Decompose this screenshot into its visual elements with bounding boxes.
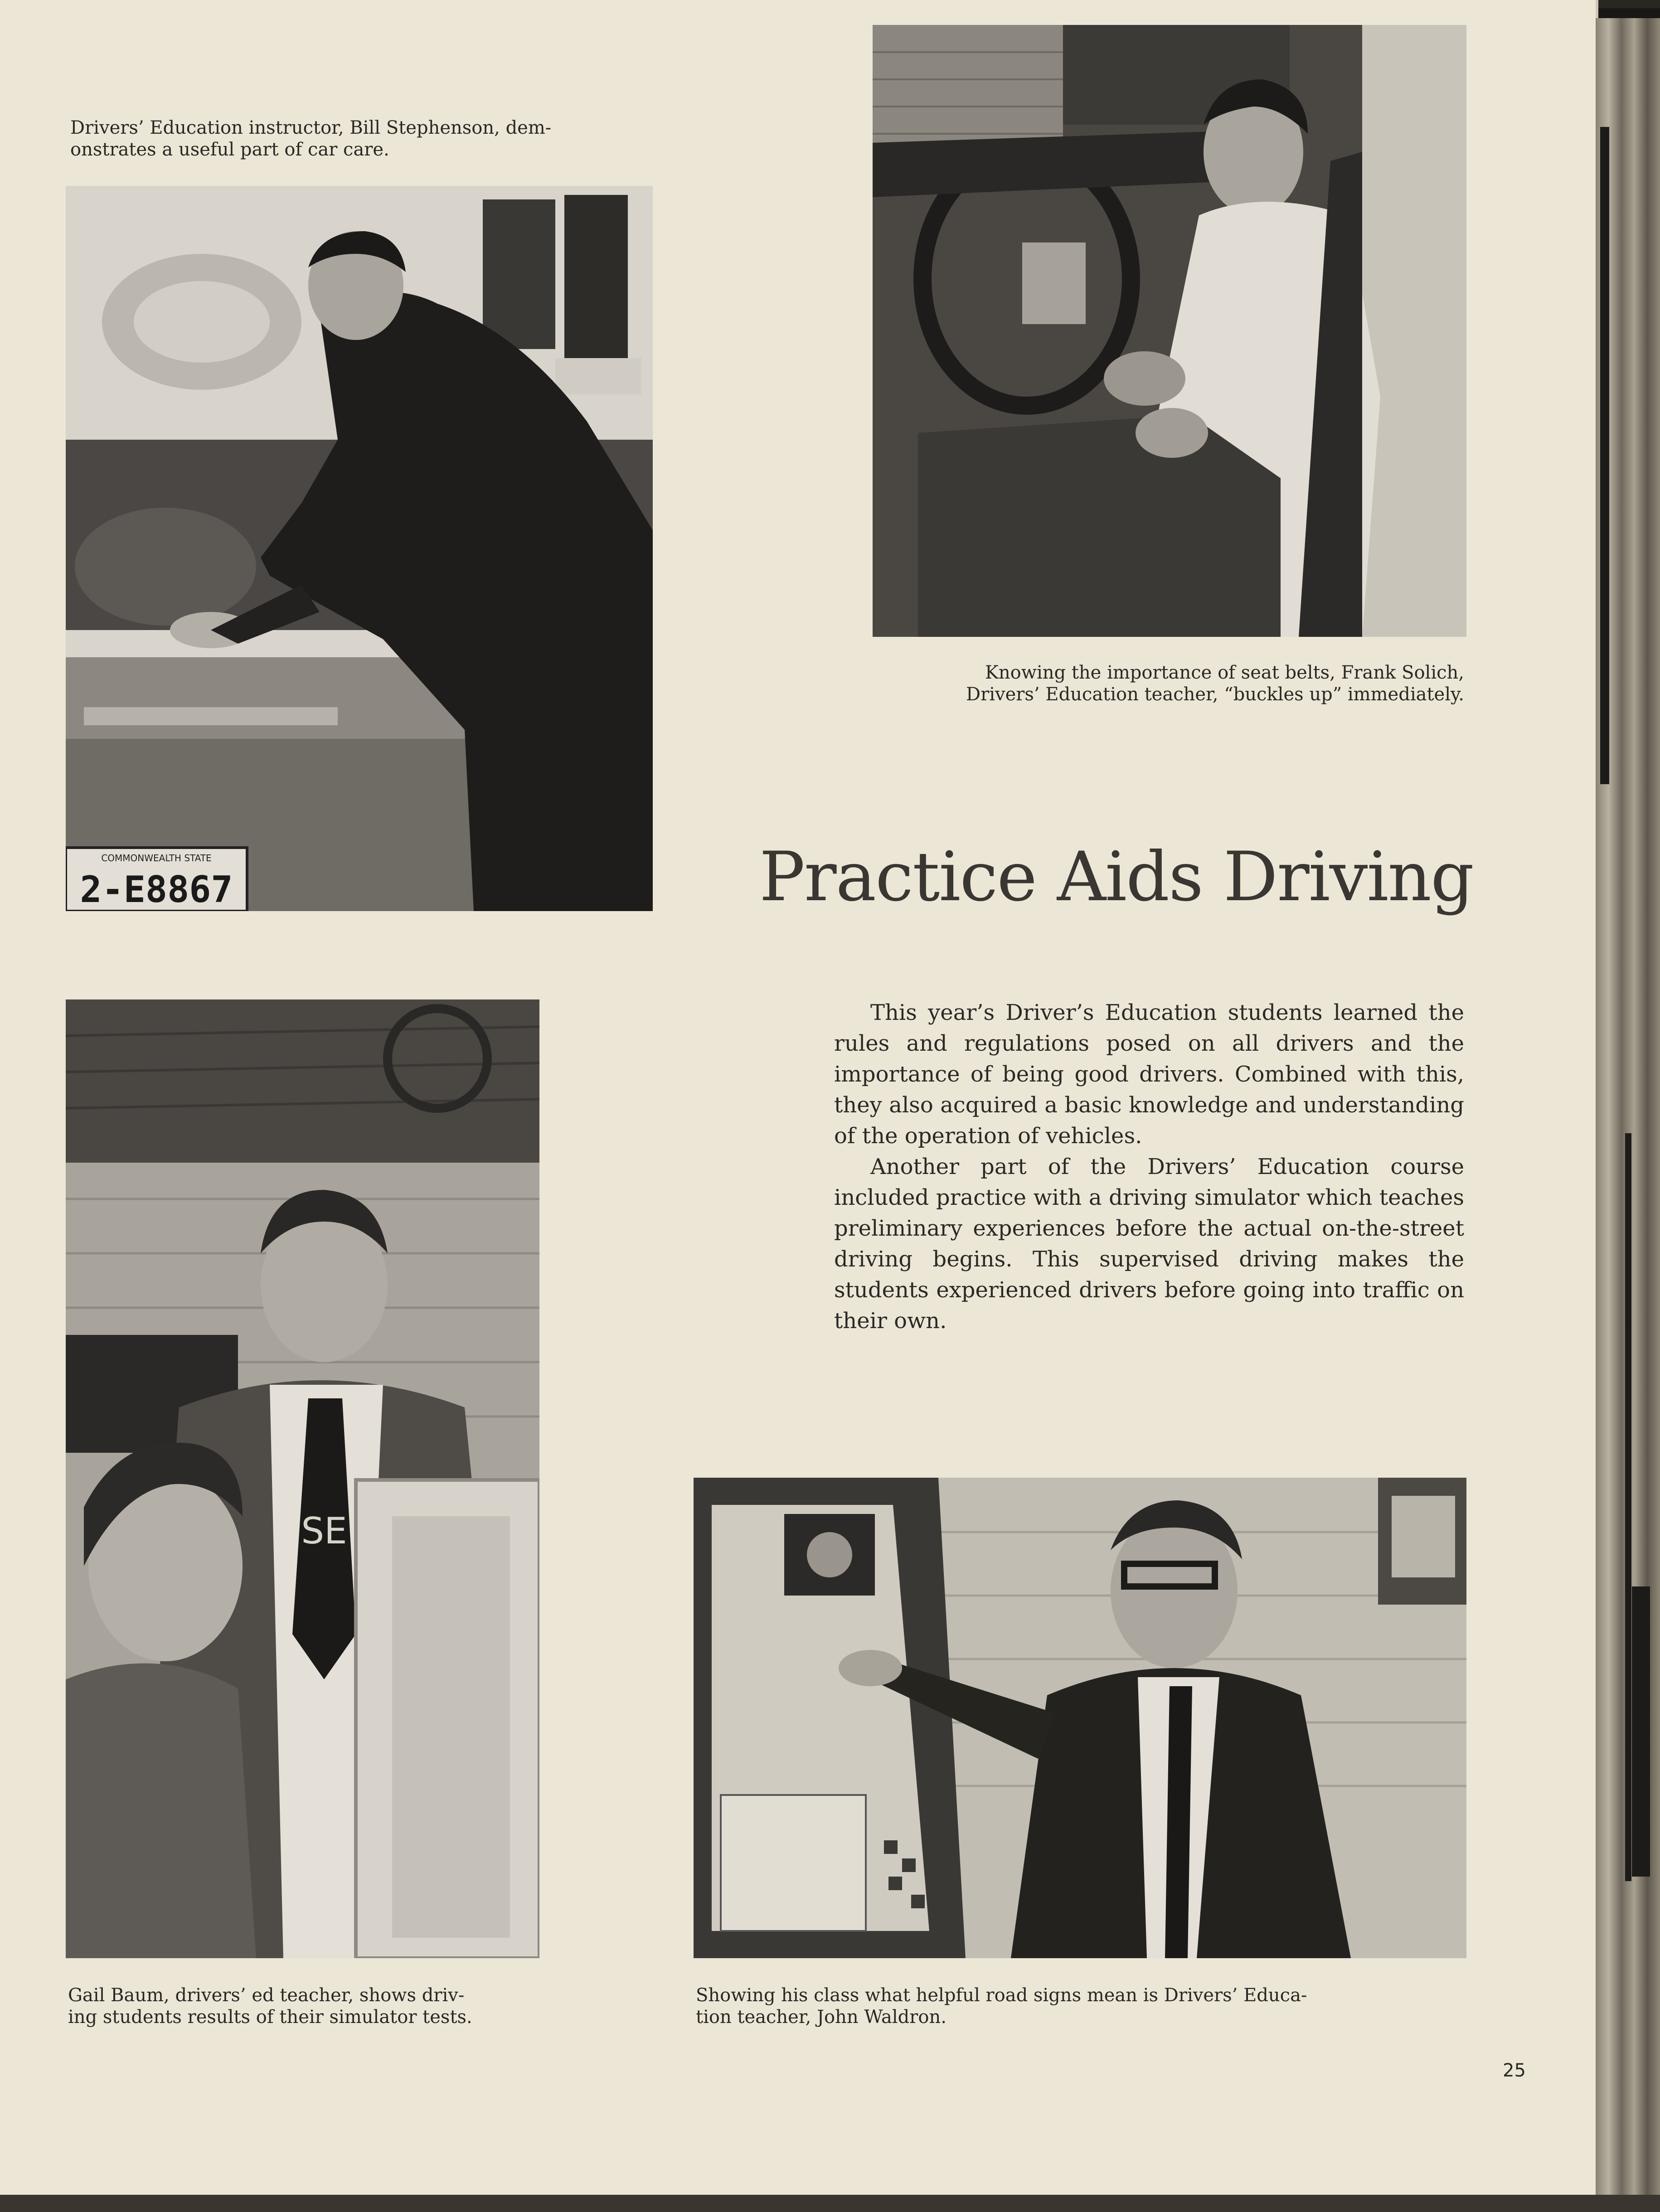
bottom-shadow [0,2195,1660,2212]
photo-waldron [694,1478,1466,1958]
tie-letters: SE [301,1510,347,1552]
caption-stephenson [70,117,637,160]
article-body [834,997,1464,1336]
article-paragraph-1: This year’s Driver’s Education students learned the rules and regulations posed on all drivers and the importance of being good drivers. Combined with this, they also acquired a basic knowledge and understanding of the operation of vehicles. [834,1000,1464,1149]
caption-solich-line2: Drivers’ Education teacher, “buckles up” immediately. [966,684,1464,705]
article-title: Practice Aids Driving [759,838,1473,917]
caption-stephenson-line1: Drivers’ Education instructor, Bill Stephenson, dem- [70,117,552,138]
photo-solich [873,25,1466,637]
photo-baum [66,999,539,1958]
caption-waldron-line2: tion teacher, John Waldron. [696,2007,946,2028]
page-number: 25 [1503,2060,1526,2081]
edge-stripe-2 [1625,1133,1631,1881]
caption-solich [875,662,1464,705]
caption-baum-line2: ing students results of their simulator tests. [68,2007,472,2028]
caption-waldron-line1: Showing his class what helpful road signs mean is Drivers’ Educa- [696,1985,1307,2006]
caption-baum [68,1984,544,2028]
license-plate-text: 2-E8867 [80,868,233,911]
edge-stripe-3 [1632,1586,1650,1877]
caption-solich-line1: Knowing the importance of seat belts, Frank Solich, [985,662,1464,683]
caption-waldron [696,1984,1466,2028]
photo-stephenson [66,186,653,911]
caption-baum-line1: Gail Baum, drivers’ ed teacher, shows driv- [68,1985,465,2006]
article-paragraph-2: Another part of the Drivers’ Education course included practice with a driving simulator which teaches preliminary experiences before the actual on-the-street driving begins. This supervised driving makes the students experienced drivers before going into traffic on their own. [834,1154,1464,1334]
caption-stephenson-line2: onstrates a useful part of car care. [70,139,389,160]
edge-stripe-1 [1600,127,1609,784]
plate-state: COMMONWEALTH STATE [101,853,212,863]
